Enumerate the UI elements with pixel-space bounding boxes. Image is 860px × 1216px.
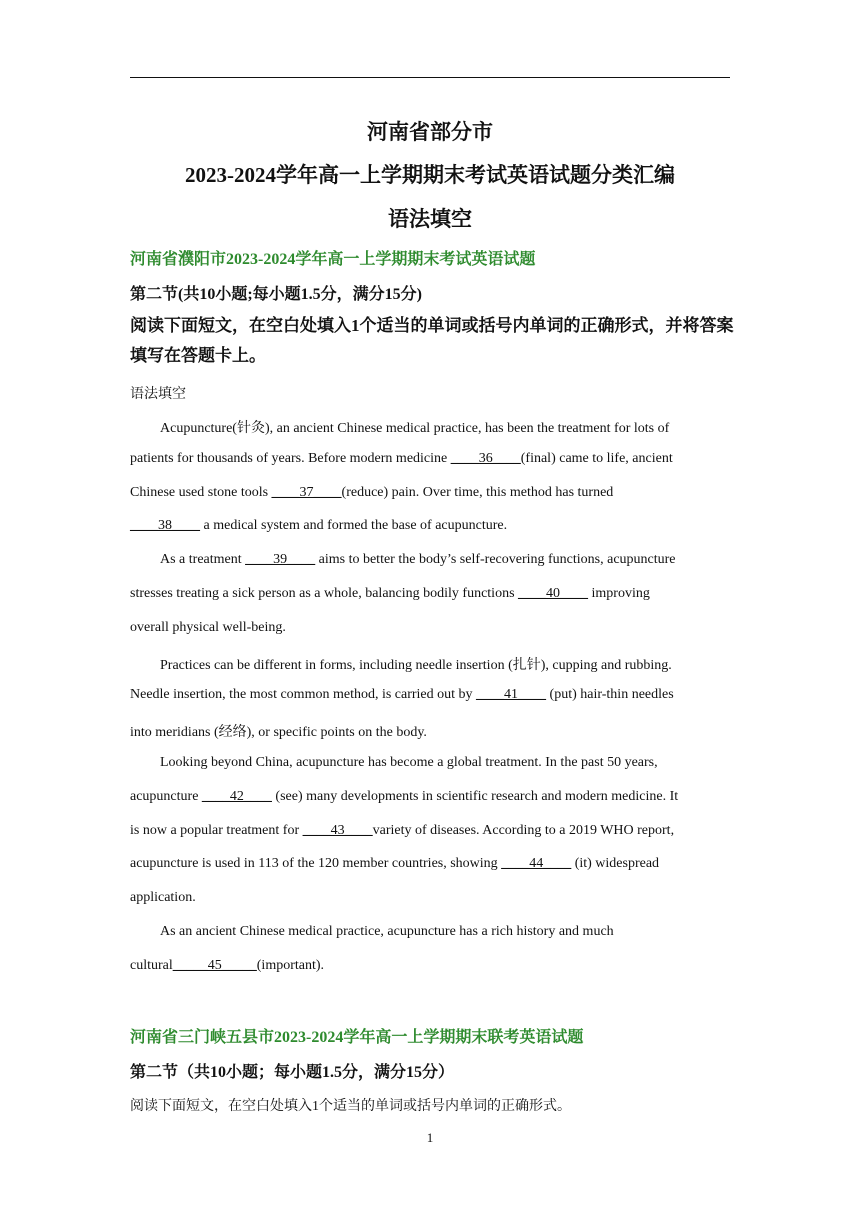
page-number: 1 bbox=[426, 1130, 434, 1145]
passage-line bbox=[130, 620, 286, 636]
passage-text: application. bbox=[130, 890, 196, 906]
section2-part-label: 第二节（共10小题；每小题1.5分，满分15分） bbox=[130, 1064, 455, 1081]
passage-line bbox=[160, 552, 676, 568]
passage-text: acupuncture bbox=[130, 788, 202, 804]
answer-blank: ____42____ bbox=[201, 788, 272, 804]
passage-text: a medical system and formed the base of acupuncture. bbox=[200, 518, 508, 534]
exercise-label: 语法填空 bbox=[130, 387, 186, 402]
answer-blank: ____38____ bbox=[130, 518, 200, 534]
passage-text: As a treatment bbox=[160, 552, 246, 568]
answer-blank: ____39____ bbox=[245, 552, 316, 568]
document-title-main: 2023-2024学年高一上学期期末考试英语试题分类汇编 bbox=[185, 163, 675, 187]
passage-line bbox=[130, 687, 674, 703]
passage-text: As an ancient Chinese medical practice, acupuncture has a rich history and much bbox=[160, 924, 614, 939]
section-heading-puyang: 河南省濮阳市2023-2024学年高一上学期期末考试英语试题 bbox=[130, 251, 536, 268]
passage-text: Chinese used stone tools bbox=[130, 484, 272, 500]
passage-line bbox=[160, 924, 614, 940]
answer-blank: _____45_____ bbox=[172, 957, 257, 973]
passage-text: cultural bbox=[130, 957, 173, 973]
section-heading-sanmenxia: 河南省三门峡五县市2023-2024学年高一上学期期末联考英语试题 bbox=[130, 1029, 584, 1046]
document-title-region: 河南省部分市 bbox=[367, 120, 493, 144]
passage-text: patients for thousands of years. Before modern medicine bbox=[130, 450, 451, 466]
answer-blank: ____36____ bbox=[450, 450, 521, 466]
passage-line bbox=[160, 654, 672, 674]
passage-text: Looking beyond China, acupuncture has become a global treatment. In the past 50 years, bbox=[160, 755, 658, 770]
section-instruction: 阅读下面短文，在空白处填入1个适当的单词或括号内单词的正确形式，并将答案填写在答题卡上。 bbox=[130, 316, 734, 365]
passage-text: (reduce) pain. Over time, this method has turned bbox=[341, 484, 614, 500]
answer-blank: ____43____ bbox=[302, 822, 373, 838]
section2-instruction: 阅读下面短文，在空白处填入1个适当的单词或括号内单词的正确形式。 bbox=[130, 1099, 571, 1114]
answer-blank: ____40____ bbox=[518, 586, 589, 601]
passage-text: overall physical well-being. bbox=[130, 619, 286, 635]
passage-line bbox=[130, 823, 674, 839]
header-rule bbox=[130, 77, 730, 78]
passage-line bbox=[130, 789, 678, 805]
passage-text: Needle insertion, the most common method, is carried out by bbox=[130, 687, 477, 703]
passage-text: (it) widespread bbox=[571, 856, 660, 872]
passage-text: aims to better the body’s self-recovering functions, acupuncture bbox=[315, 552, 676, 568]
document-title-topic: 语法填空 bbox=[388, 207, 472, 231]
passage-text: (important). bbox=[256, 957, 325, 973]
passage-text: stresses treating a sick person as a whole, balancing bodily functions bbox=[130, 586, 519, 601]
passage-text: variety of diseases. According to a 2019 WHO report, bbox=[372, 822, 675, 838]
passage-line bbox=[130, 856, 659, 872]
passage-text: (see) many developments in scientific research and modern medicine. It bbox=[271, 788, 679, 804]
passage-line bbox=[160, 417, 669, 437]
answer-blank: ____37____ bbox=[271, 484, 342, 500]
answer-blank: ____41____ bbox=[476, 687, 547, 703]
passage-line bbox=[130, 451, 673, 467]
passage-line bbox=[130, 890, 196, 906]
passage-line bbox=[130, 485, 613, 501]
passage-text: is now a popular treatment for bbox=[130, 822, 303, 838]
passage-line bbox=[130, 958, 324, 974]
passage-text: (put) hair-thin needles bbox=[546, 687, 674, 703]
passage-text: Acupuncture(针灸), an ancient Chinese medical practice, has been the treatment for lots of bbox=[160, 421, 670, 436]
section-part-label: 第二节(共10小题;每小题1.5分，满分15分) bbox=[130, 286, 422, 303]
passage-line bbox=[130, 586, 650, 602]
passage-text: (final) came to life, ancient bbox=[520, 450, 673, 466]
passage-text: Practices can be different in forms, including needle insertion (扎针), cupping and rubbing. bbox=[160, 657, 672, 673]
passage-text: acupuncture is used in 113 of the 120 member countries, showing bbox=[130, 856, 502, 872]
answer-blank: ____44____ bbox=[501, 856, 572, 872]
passage-text: improving bbox=[588, 586, 650, 601]
passage-text: into meridians (经络), or specific points on the body. bbox=[130, 725, 427, 741]
passage-line bbox=[130, 518, 507, 534]
passage-line bbox=[130, 721, 427, 741]
passage-line bbox=[160, 755, 658, 771]
